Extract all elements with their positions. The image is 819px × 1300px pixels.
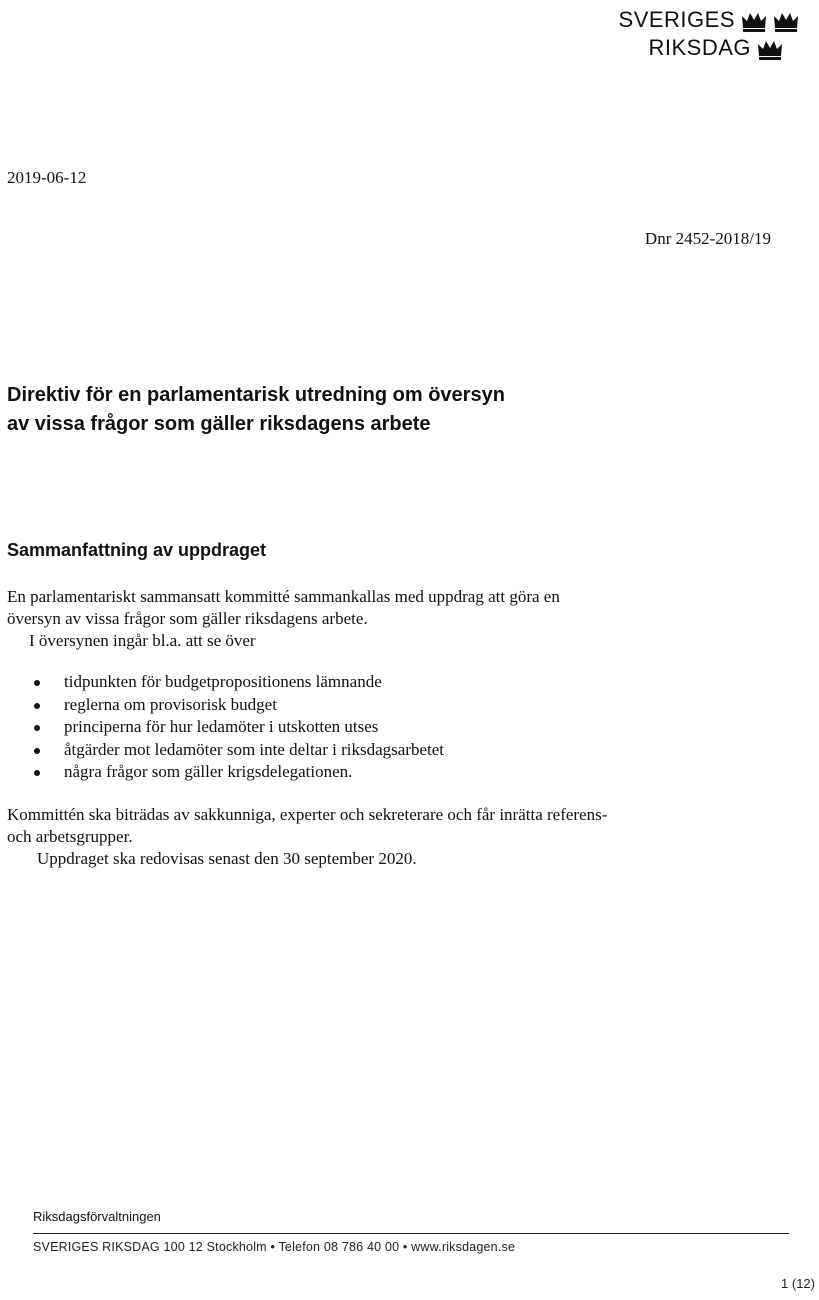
title-line-1: Direktiv för en parlamentarisk utredning om översyn — [7, 384, 505, 406]
bullet-icon — [34, 725, 40, 731]
list-item — [32, 671, 444, 694]
list-item — [32, 694, 444, 717]
intro-paragraph: I översynen ingår bl.a. att se över — [29, 631, 256, 650]
footer-address: SVERIGES RIKSDAG 100 12 Stockholm • Telefon 08 786 40 00 • www.riksdagen.se — [33, 1240, 516, 1254]
closing-paragraph: Uppdraget ska redovisas senast den 30 september 2020. — [37, 849, 417, 868]
list-item-text: några frågor som gäller krigsdelegationen. — [64, 762, 353, 781]
crown-icon — [741, 10, 767, 32]
list-item — [32, 739, 444, 762]
document-title — [7, 381, 627, 439]
list-item-text: åtgärder mot ledamöter som inte deltar i riksdagsarbetet — [64, 739, 445, 759]
list-item-text: reglerna om provisorisk budget — [64, 694, 277, 714]
logo-text-line1: SVERIGES — [618, 7, 735, 32]
footer-organization: Riksdagsförvaltningen — [33, 1209, 161, 1224]
diary-number: Dnr 2452-2018/19 — [644, 229, 771, 248]
riksdag-logo — [579, 4, 799, 64]
intro-paragraphs — [7, 586, 617, 652]
title-line-2: av vissa frågor som gäller riksdagens arbete — [7, 413, 431, 435]
bullet-icon — [34, 680, 40, 686]
bullet-list — [32, 671, 444, 784]
closing-paragraph: Kommittén ska biträdas av sakkunniga, experter och sekreterare och får inrätta referens- och arbetsgrupper. — [7, 805, 608, 846]
bullet-icon — [34, 748, 40, 754]
bullet-icon — [34, 770, 40, 776]
page-number: 1 (12) — [781, 1276, 815, 1291]
section-heading: Sammanfattning av uppdraget — [7, 540, 267, 560]
list-item-text: principerna för hur ledamöter i utskotten utses — [64, 717, 379, 736]
footer-divider — [33, 1233, 789, 1234]
closing-paragraphs — [7, 804, 617, 870]
list-item — [32, 716, 444, 739]
crown-icon — [757, 38, 783, 60]
list-item-text: tidpunkten för budgetpropositionens lämnande — [64, 672, 382, 691]
document-date: 2019-06-12 — [7, 168, 87, 187]
crown-icon — [773, 10, 799, 32]
list-item — [32, 761, 444, 784]
bullet-icon — [34, 703, 40, 709]
logo-text-line2: RIKSDAG — [648, 35, 751, 60]
intro-paragraph: En parlamentariskt sammansatt kommitté sammankallas med uppdrag att göra en översyn av vissa frågor som gäller riksdagens arbete. — [7, 587, 560, 628]
